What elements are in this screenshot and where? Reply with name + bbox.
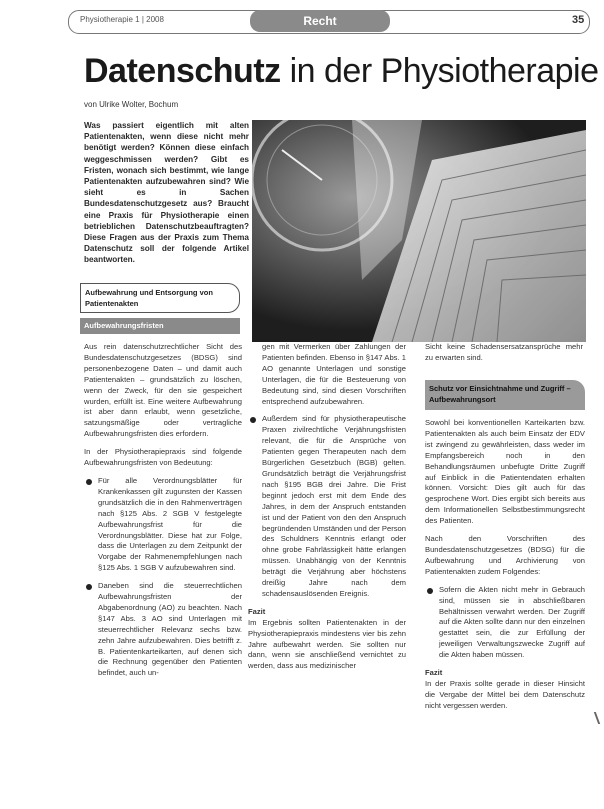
col2-fazit: Im Ergebnis sollten Patientenakten in der Physiotherapiepraxis mindestens vier bis zehn Jahre aufbewahrt werden. Sie sollten nur dann, wenn sie anschließend vernichtet zu werden, dass aus medizinischer xyxy=(248,617,406,671)
column-3 xyxy=(425,418,585,719)
page-number: 35 xyxy=(572,14,585,26)
column-2 xyxy=(248,342,406,679)
col3-paragraph-1: Sicht keine Schadensersatzansprüche mehr zu erwarten sind. xyxy=(425,342,583,362)
col1-bullet-1: Für alle Verordnungsblätter für Krankenkassen gilt zugunsten der Kassen grundsätzlich die in den Rahmenverträgen nach §125 Abs. 2 SGB V festgelegte Aufbewahrungsfrist für die Verordnungsblätter. Diese hat zur Folge, dass die Unterlagen zu dem Zeitpunkt der Vorgabe der Rahmenempfehlungen nach §125 Abs. 1 SGB V aufzubewahren sind. xyxy=(84,476,242,574)
photo-illustration xyxy=(252,120,586,342)
subsection-bar: Aufbewahrungsfristen xyxy=(80,318,240,334)
lead-paragraph: Was passiert eigentlich mit alten Patientenakten, wenn diese nicht mehr benötigt werden? Können diese einfach weggeschmissen werden? Gibt es Fristen, wonach sich bestimmt, wie lange Patientenakten aufzubewahren sind? Wie sieht es in Sachen Bundesdatenschutzgesetz aus? Braucht eine Praxis für Physiotherapie einen betrieblichen Datenschutzbeauftragten? Diese Fragen aus der Praxis zum Thema Datenschutz soll der folgende Artikel beantworten. xyxy=(84,121,249,265)
section-label: Recht xyxy=(250,10,390,32)
col1-paragraph-1: Aus rein datenschutzrechtlicher Sicht des Bundesdatenschutzgesetzes (BDSG) sind personenbezogene Daten – und damit auch Patientenakten – grundsätzlich zu löschen, wenn der Zweck, für den sie gespeichert wurden, erfüllt ist. Eine weitere Aufbewahrung ist aber dann erlaubt, wenn gesetzliche, satzungsmäßige oder vertragliche Aufbewahrungsfristen dies erfordern. xyxy=(84,342,242,439)
col3-paragraph-2: Sowohl bei konventionellen Karteikarten bzw. Patientenakten als auch beim Einsatz der EDV ist zwingend zu gewährleisten, dass weder im Empfangsbereich noch in den Behandlungsräumen unbefugte Dritte Zugriff auf Einblick in die Patientendaten erhalten können. Vorsicht: Dies gilt auch für das gesprochene Wort. Dies ergibt sich bereits aus dem Informationellen Selbstbestimmungsrecht des Patienten. xyxy=(425,418,585,526)
col2-paragraph-1: gen mit Vermerken über Zahlungen der Patienten befinden. Ebenso in §147 Abs. 1 AO genannte Unterlagen und sonstige Unterlagen, die für die Besteuerung von Bedeutung sind, sind diesen Vorschriften entsprechend aufzubewahren. xyxy=(262,342,406,406)
article-title xyxy=(84,52,599,91)
column-3-top xyxy=(425,342,583,371)
journal-label: Physiotherapie 1 | 2008 xyxy=(80,15,164,24)
section-heading-box: Aufbewahrung und Entsorgung von Patientenakten xyxy=(80,283,240,313)
col3-fazit-heading: Fazit xyxy=(425,668,443,678)
col3-fazit: In der Praxis sollte gerade in dieser Hinsicht die Vergabe der Mittel bei dem Datenschutz nicht vergessen werden. xyxy=(425,678,585,710)
author-line: von Ulrike Wolter, Bochum xyxy=(84,100,179,109)
col2-fazit-heading: Fazit xyxy=(248,606,266,616)
article-photo xyxy=(252,120,586,342)
col3-heading-box: Schutz vor Einsichtnahme und Zugriff – Aufbewahrungsort xyxy=(425,380,585,410)
col1-bullet-2: Daneben sind die steuerrechtlichen Aufbewahrungsfristen der Abgabenordnung (AO) zu beachten. Nach §147 Abs. 3 AO sind Unterlagen mit steuerrechtlicher Relevanz sechs bzw. zehn Jahre aufzubewahren. Dies betrifft z. B. Patientenkarteikarten, auf denen sich die Rechnung gegenüber den Patienten befindet, auch un- xyxy=(84,581,242,679)
col3-paragraph-3: Nach den Vorschriften des Bundesdatenschutzgesetzes (BDSG) für die Aufbewahrung und Archivierung von Patientenakten zudem Folgendes: xyxy=(425,534,585,576)
title-bold: Datenschutz xyxy=(84,52,281,90)
title-rest: in der Physiotherapie xyxy=(280,52,599,90)
col1-paragraph-2: In der Physiotherapiepraxis sind folgende Aufbewahrungsfristen von Bedeutung: xyxy=(84,447,242,468)
col2-bullet-1: Außerdem sind für physiotherapeutische Praxen zivilrechtliche Verjährungsfristen relevant, die für die Ansprüche von Patienten gegen Therapeuten nach dem Bürgerlichen Gesetzbuch (BGB) gelten. Grundsätzlich beträgt die Verjährungsfrist nach §195 BGB drei Jahre. Die Frist beginnt jedoch erst mit dem Ende des Jahres, in dem der Anspruch entstanden ist und der Patient von den den Anspruch begründenden Umständen und der Person des Schuldners Kenntnis erlangt oder ohne grobe Fahrlässigkeit hätte erlangen müssen. Unabhängig von der Kenntnis beträgt die Verjährung aber höchstens dreißig Jahre nach dem schadensauslösenden Ereignis. xyxy=(248,414,406,599)
corner-mark xyxy=(594,712,604,724)
column-1 xyxy=(84,342,242,686)
col3-bullet-1: Sofern die Akten nicht mehr in Gebrauch sind, müssen sie in abschließbaren Behältnissen verwahrt werden. Der Zugriff auf die Akten sollte dann nur den einzelnen gestattet sein, die zur Erfüllung der jeweiligen Verwaltungszwecke Zugriff auf die Akten haben müssen. xyxy=(425,585,585,661)
